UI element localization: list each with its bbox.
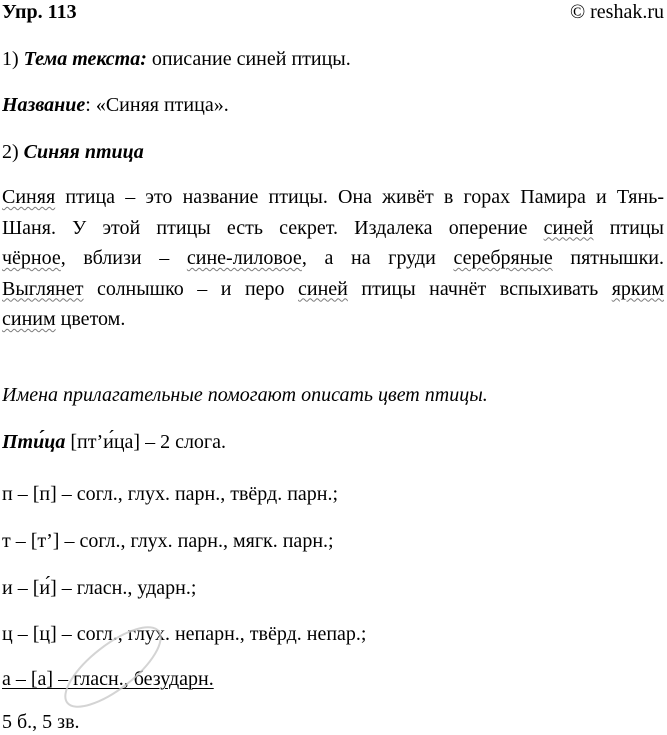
phonetic-row: ц – [ц] – согл., глух. непарн., твёрд. непар.;: [2, 623, 367, 645]
section-heading: [2, 137, 144, 167]
section-number: 2): [2, 141, 19, 163]
paragraph-line: [2, 243, 664, 274]
paragraph-text: солнышко – и перо: [83, 277, 299, 300]
phonetic-row: и – [и́] – гласн., ударн.;: [2, 577, 197, 599]
adjective-word: Синяя: [2, 186, 56, 208]
paragraph-text: птицы начнёт вспыхивать: [347, 277, 612, 300]
paragraph-text: , а на груди: [301, 247, 454, 269]
paragraph-text: , вблизи –: [60, 247, 187, 269]
name-label: Название: [2, 94, 86, 116]
source-credit: © reshak.ru: [569, 1, 664, 23]
paragraph-text: птицы: [593, 216, 664, 239]
phonetic-row: т – [т’] – согл., глух. парн., мягк. парн.;: [2, 530, 334, 552]
phonetic-transcription: [пт’и́ца] – 2 слога.: [65, 431, 227, 453]
document-page: [2, 0, 664, 735]
verb-word: Выглянет: [2, 277, 84, 300]
adjective-word: чёрное: [2, 247, 61, 269]
paragraph-line: [2, 213, 664, 244]
paragraph-text: пятнышки.: [552, 247, 664, 269]
topic-line: [2, 44, 351, 74]
phonetic-summary: 5 б., 5 зв.: [2, 711, 80, 733]
phonetic-heading: [2, 427, 226, 457]
adjective-word: сине-лиловое: [186, 247, 302, 269]
phonetic-row: п – [п] – согл., глух. парн., твёрд. парн.;: [2, 483, 339, 505]
name-value: : «Синяя птица».: [85, 94, 229, 116]
exercise-number: Упр. 113: [2, 1, 77, 23]
main-paragraph: [2, 182, 664, 335]
adjective-word: синей: [543, 216, 594, 239]
phonetic-row: а – [а] – гласн., безударн.: [2, 668, 214, 690]
paragraph-line: [2, 304, 664, 335]
section-title: Синяя птица: [23, 141, 144, 163]
adjective-word: синей: [298, 277, 348, 300]
adjective-word: синим: [2, 308, 56, 330]
paragraph-line: [2, 274, 664, 305]
topic-label: Тема текста:: [23, 48, 147, 70]
adjective-word: серебряные: [453, 247, 553, 269]
note-line: Имена прилагательные помогают описать цвет птицы.: [2, 384, 488, 406]
adjective-word: ярким: [611, 277, 664, 300]
header: [2, 0, 664, 24]
paragraph-text: птица – это название птицы. Она живёт в горах Памира и Тянь-: [55, 186, 664, 208]
topic-value: описание синей птицы.: [151, 48, 351, 70]
topic-number: 1): [2, 48, 19, 70]
phonetic-word: Пти́ца: [2, 431, 66, 453]
paragraph-text: Шаня. У этой птицы есть секрет. Издалека оперение: [2, 216, 544, 239]
paragraph-text: цветом.: [55, 308, 126, 330]
paragraph-line: [2, 182, 664, 213]
name-line: [2, 90, 229, 120]
